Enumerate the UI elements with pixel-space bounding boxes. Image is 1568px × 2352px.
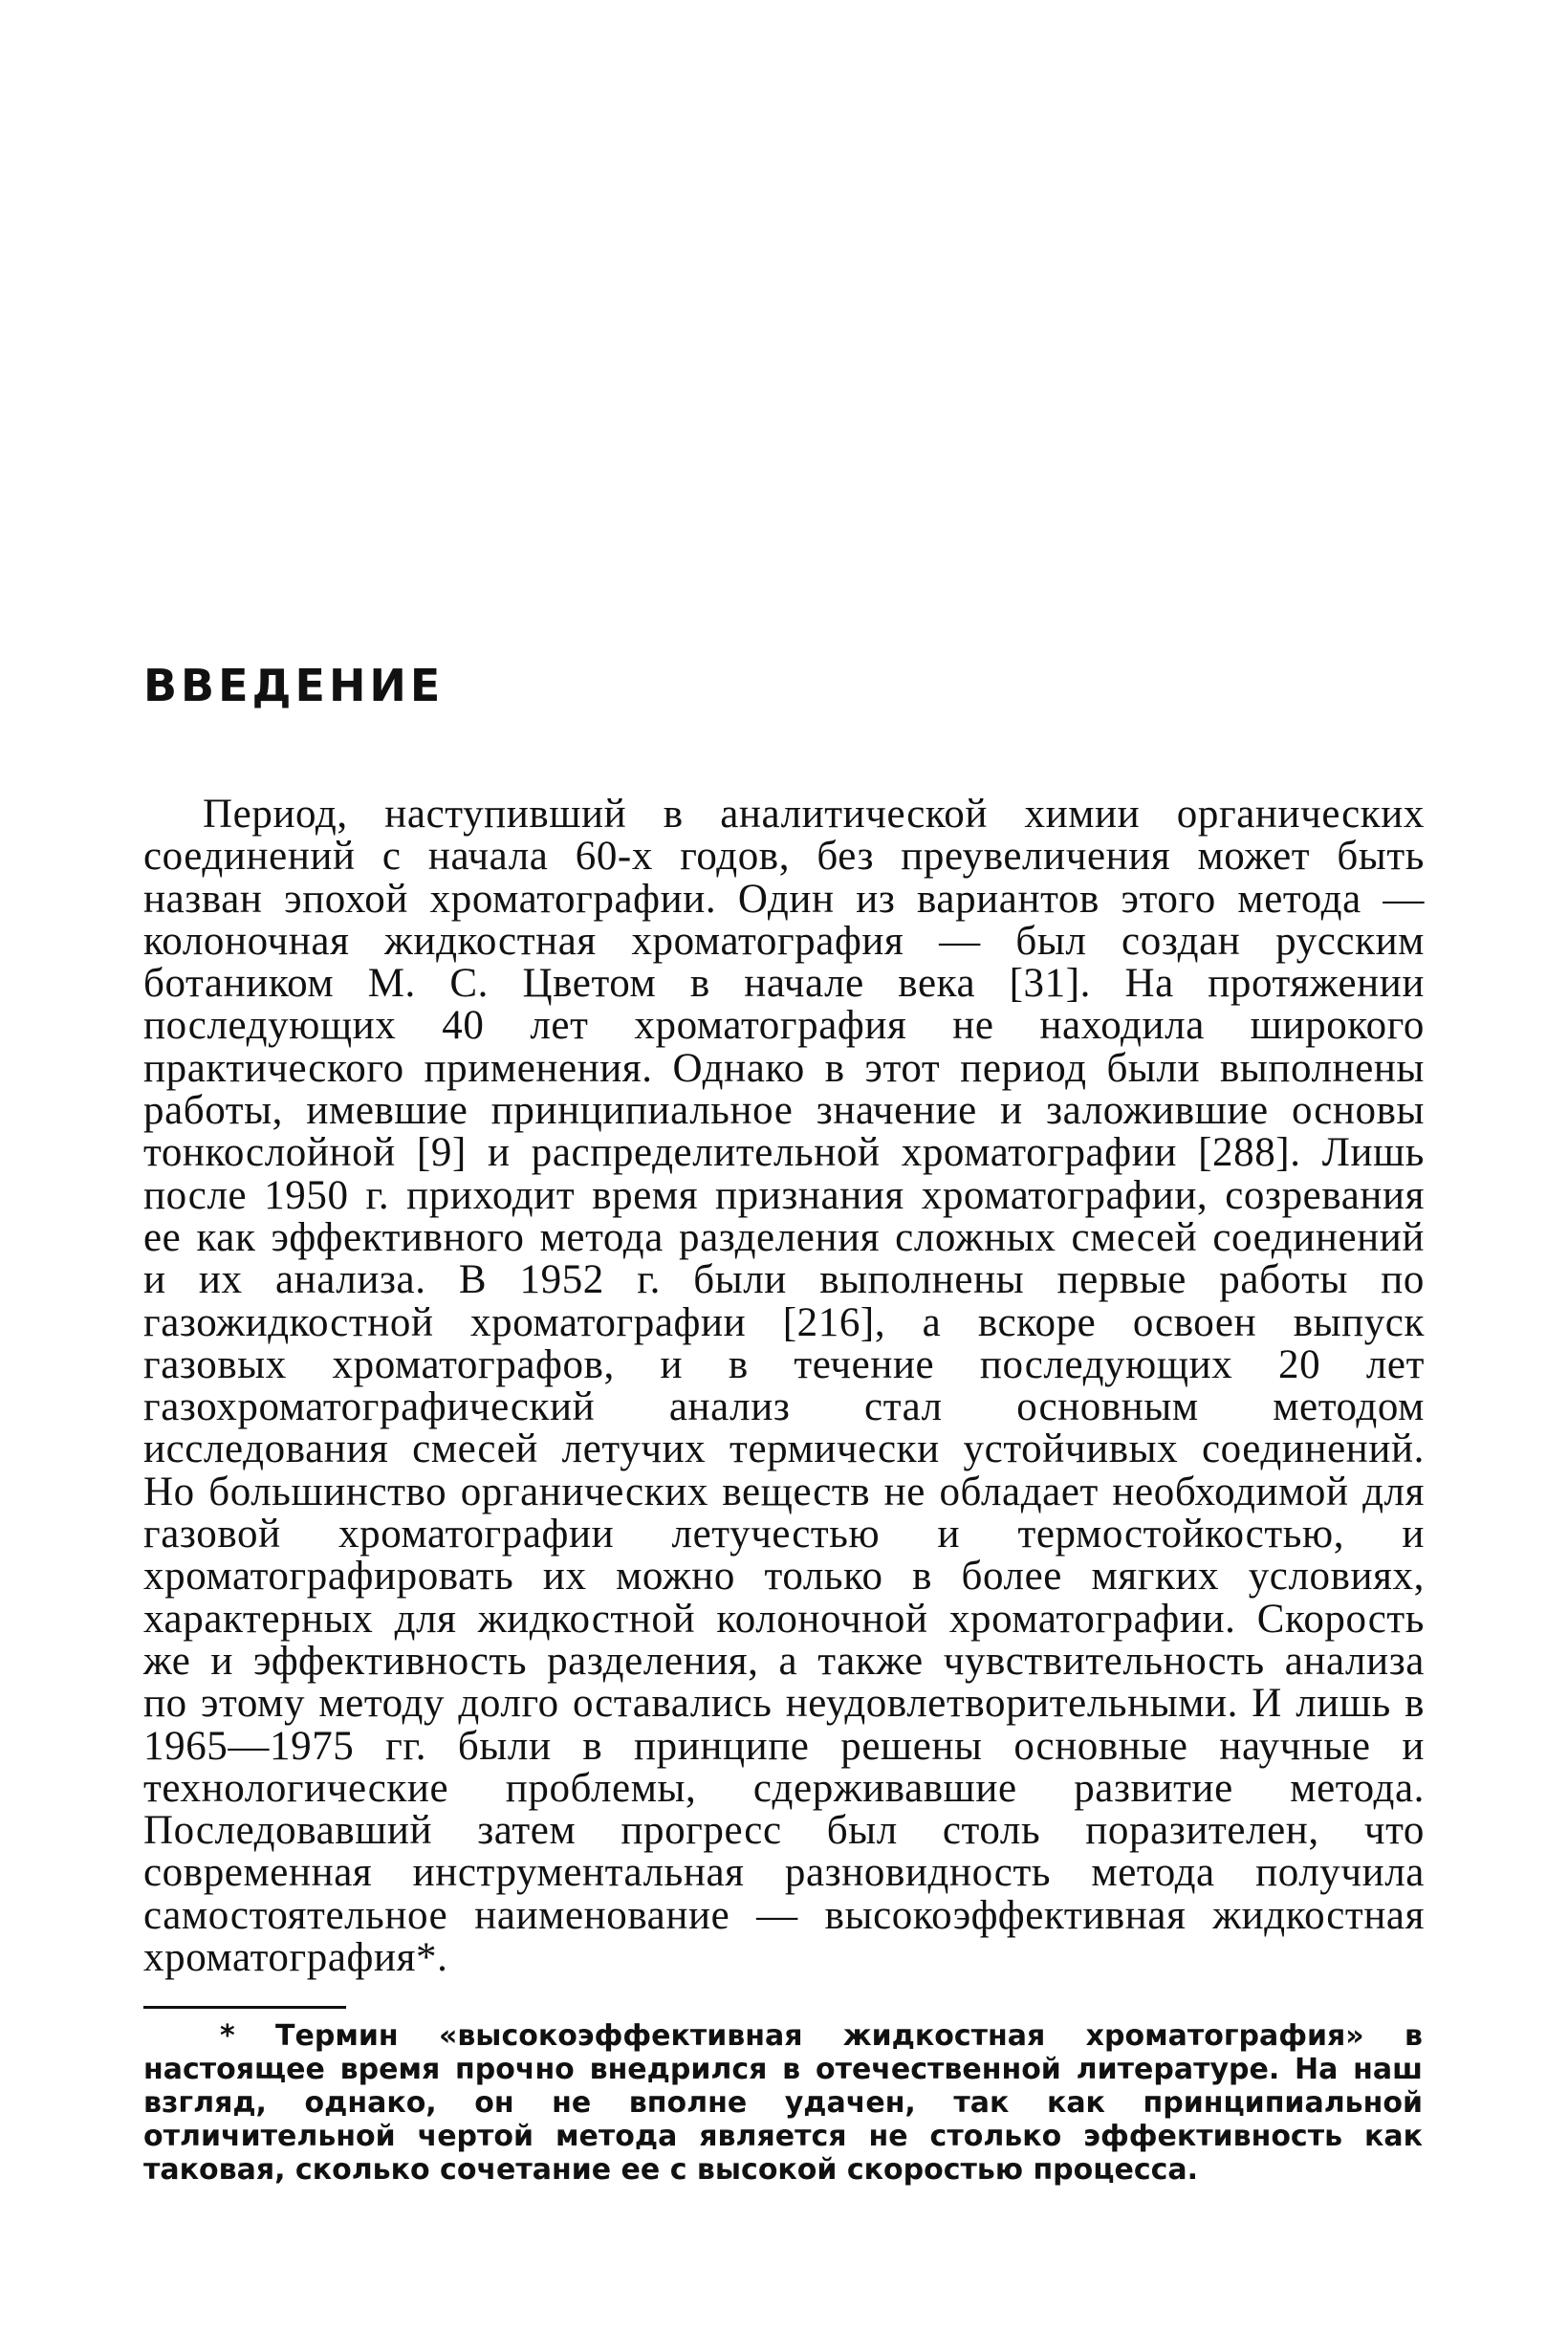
chapter-heading: ВВЕДЕНИЕ [143,660,445,711]
footnote: * Термин «высокоэффективная жидкостная хроматография» в настоящее время прочно внедрился в отечественной литературе. На наш взгляд, однако, он не вполне удачен, так как принципиальной отличительной чертой метода является не столько эффективность как таковая, сколько сочетание ее с высокой скоростью процесса. [143,2019,1423,2187]
main-paragraph: Период, наступивший в аналитической химии органических соединений с начала 60-х годов, без преувеличения может быть назван эпохой хроматографии. Один из вариантов этого метода — колоночная жидкостная хроматография — был создан русским ботаником М. С. Цветом в начале века [31]. На протяжении последующих 40 лет хроматография не находила широкого практического применения. Однако в этот период были выполнены работы, имевшие принципиальное значение и заложившие основы тонкослойной [9] и распределительной хроматографии [288]. Лишь после 1950 г. приходит время признания хроматографии, созревания ее как эффективного метода разделения сложных смесей соединений и их анализа. В 1952 г. были выполнены первые работы по газожидкостной хроматографии [216], а вскоре освоен выпуск газовых хроматографов, и в течение последующих 20 лет газохроматографический анализ стал основным методом исследования смесей летучих термически устойчивых соединений. Но большинство органических веществ не обладает необходимой для газовой хроматографии летучестью и термостойкостью, и хроматографировать их можно только в более мягких условиях, характерных для жидкостной колоночной хроматографии. Скорость же и эффективность разделения, а также чувствительность анализа по этому методу долго оставались неудовлетворительными. И лишь в 1965—1975 гг. были в принципе решены основные научные и технологические проблемы, сдерживавшие развитие метода. Последовавший затем прогресс был столь поразителен, что современная инструментальная разновидность метода получила самостоятельное наименование — высокоэффективная жидкостная хроматография*. [143,792,1425,1981]
footnote-separator [143,2006,346,2009]
